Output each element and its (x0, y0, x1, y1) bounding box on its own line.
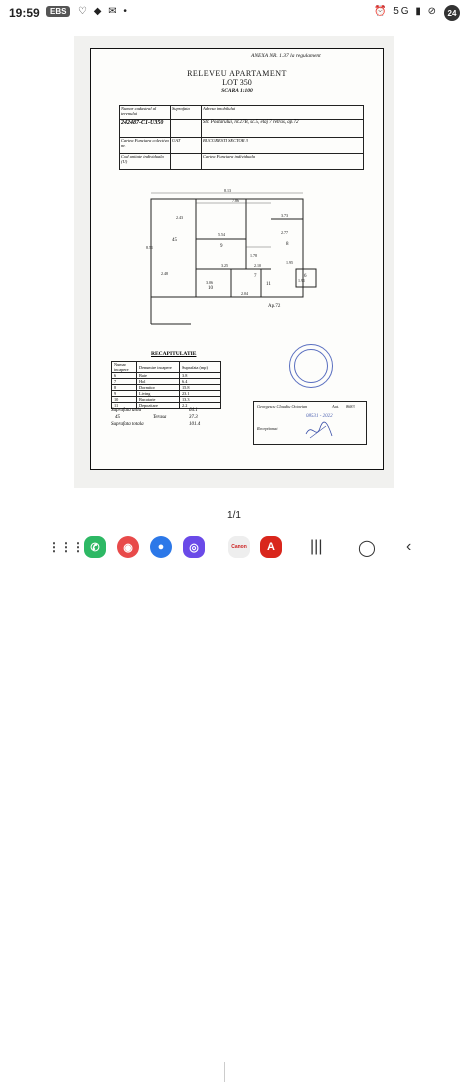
recent-apps-button[interactable]: ||| (310, 538, 323, 555)
recap-cell: 13.3 (180, 397, 221, 403)
lot-number: LOT 350 (222, 78, 252, 87)
util-label: Suprafata utila (111, 408, 142, 413)
recap-cell: Bucatarie (137, 397, 180, 403)
recap-header: Denumire incapere (137, 362, 180, 373)
util-value: 64.1 (189, 408, 198, 413)
scale-label: SCARA 1:100 (221, 88, 253, 94)
canon-app-icon[interactable]: Canon (228, 536, 250, 558)
recap-cell: 3.8 (180, 373, 221, 379)
info-table (119, 105, 364, 170)
app-drawer-icon[interactable]: ⋮⋮⋮ (55, 536, 77, 558)
dim-label: 2.04 (241, 291, 248, 296)
recap-cell: 2.2 (180, 403, 221, 409)
terasa-value: 37.3 (189, 415, 198, 420)
document-page (90, 48, 384, 470)
recap-header: Suprafata (mp) (180, 362, 221, 373)
system-icons: ⏰ 5G ▮ ⊘ (373, 6, 438, 17)
dim-label: 2.77 (281, 230, 288, 235)
receptionat-label: Receptionat (257, 426, 278, 431)
signature-scribble (304, 420, 334, 442)
dim-label: 1.95 (286, 260, 293, 265)
recap-cell: 15.8 (180, 385, 221, 391)
page-indicator: 1/1 (227, 510, 241, 521)
uat-value: BUCURESTI SECTOR 3 (202, 137, 364, 153)
phone-icon[interactable]: ✆ (84, 536, 106, 558)
recap-cell: Baie (137, 373, 180, 379)
room-label: 9 (220, 244, 223, 249)
document-title: RELEVEU APARTAMENT (187, 69, 287, 78)
contacts-icon[interactable]: ◉ (117, 536, 139, 558)
browser-icon[interactable]: ◎ (183, 536, 205, 558)
dim-label: 5.54 (218, 232, 225, 237)
room-label: 8 (286, 242, 289, 247)
recap-cell: 10 (112, 397, 137, 403)
battery-icon: 24 (444, 5, 460, 21)
cad-label: Numar cadastral al terenului (120, 106, 171, 120)
app-dock (0, 528, 468, 563)
dim-label: 2.43 (176, 215, 183, 220)
dim-label: 2.10 (254, 263, 261, 268)
status-bar (0, 0, 468, 26)
room-label: 45 (172, 238, 177, 243)
dock-divider (224, 1062, 225, 1082)
surface-label: Suprafata (171, 106, 202, 120)
room-label: 6 (304, 274, 307, 279)
total-label: Suprafata totala (111, 422, 144, 427)
back-button[interactable]: ‹ (406, 538, 412, 555)
surveyor-name: Georgescu Claudiu Octavian (257, 404, 308, 409)
clock: 19:59 (9, 6, 40, 20)
recap-cell: Depozitare (137, 403, 180, 409)
surface-value (171, 119, 202, 137)
recap-cell: 23.1 (180, 391, 221, 397)
recap-cell: Hol (137, 379, 180, 385)
terasa-label: Terasa (153, 415, 167, 420)
cod-label: Cod unitate individuala (U) (120, 153, 171, 169)
floor-plan (146, 189, 346, 339)
room-label: 10 (208, 286, 213, 291)
recap-cell: 8 (112, 385, 137, 391)
address-value: Str. Postarului, nr.27B, sc.5, etaj 7 retras, ap.72 (202, 119, 364, 137)
signature-box (253, 401, 367, 445)
notification-icons: ♡ ◆ ✉ • (78, 6, 129, 17)
recap-cell: 7 (112, 379, 137, 385)
recap-cell: 9 (112, 391, 137, 397)
stamp-number: 08531 - 2022 (306, 414, 333, 419)
stamp-seal (289, 344, 333, 388)
recap-cell: Living (137, 391, 180, 397)
address-label: Adresa imobilului (202, 106, 364, 120)
recap-cell: 6.4 (180, 379, 221, 385)
dim-label: 7.86 (232, 198, 239, 203)
dim-label: 1.91 (298, 278, 305, 283)
carrier-badge: EBS (46, 6, 70, 17)
cf-individual-label: Cartea Funciara individuala (202, 153, 364, 169)
total-value: 101.4 (189, 422, 201, 427)
dim-label: 3.25 (221, 263, 228, 268)
room-label: 7 (254, 274, 257, 279)
dim-label: 8.13 (224, 189, 231, 193)
room-label: 11 (266, 282, 271, 287)
recap-title: RECAPITULATIE (151, 351, 197, 357)
dim-label: 1.78 (250, 253, 257, 258)
recap-cell: Dormitor (137, 385, 180, 391)
apartment-label: Ap.72 (268, 304, 281, 309)
recap-table (111, 361, 221, 409)
pdf-reader-icon[interactable]: A (260, 536, 282, 558)
recap-header: Numar incapere (112, 362, 137, 373)
cad-number: 242487-C1-U350 (120, 119, 171, 137)
aut-value: 8683 (346, 404, 355, 409)
uat-label: UAT (171, 137, 202, 153)
dim-label: 3.73 (281, 213, 288, 218)
dim-label: 2.48 (161, 271, 168, 276)
messages-icon[interactable]: ● (150, 536, 172, 558)
home-button[interactable]: ◯ (358, 540, 376, 557)
dim-label: 3.06 (206, 280, 213, 285)
carte-label: Cartea Funciara colectiva nr. (120, 137, 171, 153)
dim-label: 8.51 (146, 245, 153, 250)
annex-label: ANEXA NR. 1.37 la regulament (251, 53, 321, 59)
recap-cell: 11 (112, 403, 137, 409)
aut-label: Aut. (332, 404, 340, 409)
terasa-num: 45 (115, 415, 120, 420)
recap-cell: 6 (112, 373, 137, 379)
